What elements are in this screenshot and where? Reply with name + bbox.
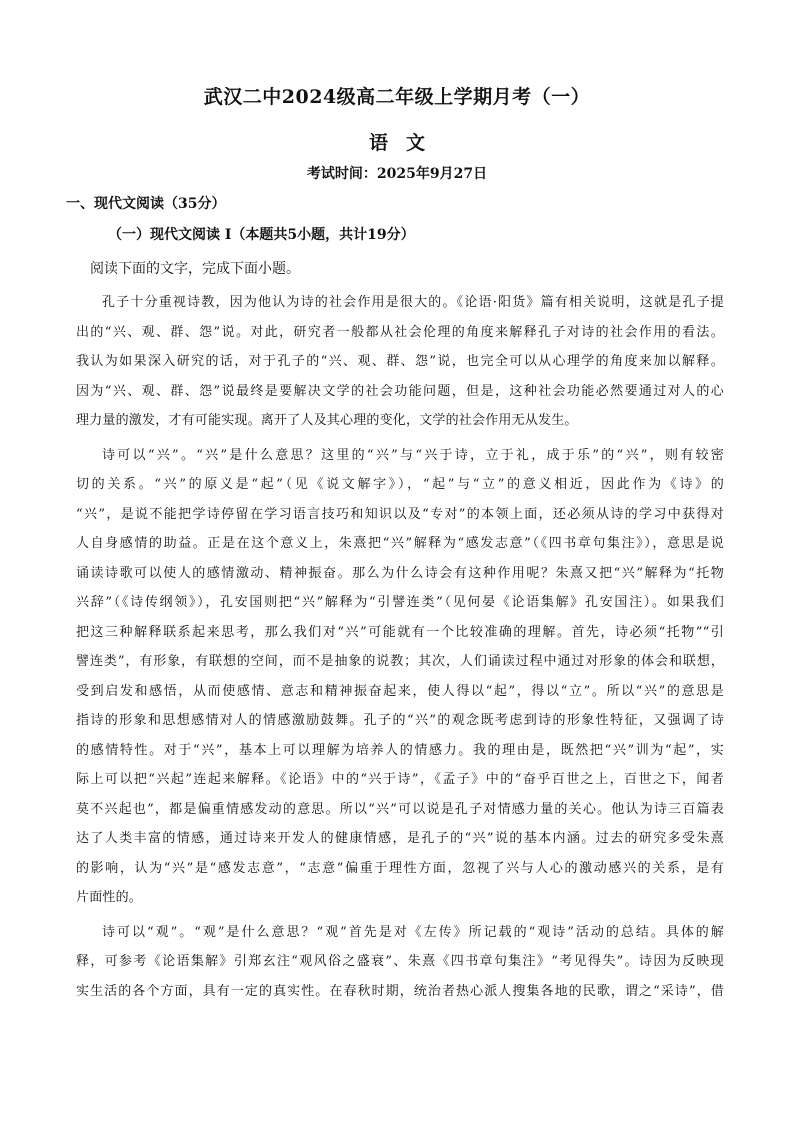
reading-instruction: 阅读下面的文字，完成下面小题。 [90,261,300,277]
passage-line: 我认为如果深入研究的话，对于孔子的“兴、观、群、怨”说，也完全可以从心理学的角度来加以解释。 [76,354,724,369]
subsection-heading: （一）现代文阅读 Ⅰ（本题共5小题，共计19分） [108,227,415,243]
passage-line: 诵读诗歌可以使人的感情激动、精神振奋。那么为什么诗会有这种作用呢？朱熹又把“兴”解释为“托物 [76,565,724,581]
passage-line: 的影响，认为“兴”是“感发志意”，“志意”偏重于理性方面，忽视了兴与人心的激动感兴的关系，是有 [76,860,724,876]
passage-line: 譬连类”，有形象，有联想的空间，而不是抽象的说教；其次，人们诵读过程中通过对形象的体会和联想， [76,654,724,669]
passage-line: 诗可以“观”。“观”是什么意思？“观”首先是对《左传》所记载的“观诗”活动的总结。具体的解 [102,924,724,940]
passage-paragraph [76,288,724,436]
passage-line: 理力量的激发，才有可能实现。离开了人及其心理的变化，文学的社会作用无从发生。 [76,413,578,428]
passage-line: 指诗的形象和思想感情对人的情感激励鼓舞。孔子的“兴”的观念既考虑到诗的形象性特征，又强调了诗 [76,713,724,728]
passage-line: 诗可以“兴”。“兴”是什么意思？这里的“兴”与“兴于诗，立于礼，成于乐”的“兴”，则有较密 [102,447,724,463]
passage-line: 把这三种解释联系起来思考，那么我们对“兴”可能就有一个比较准确的理解。首先，诗必须“托物”“引 [76,624,724,640]
passage-line: 释，可参考《论语集解》引郑玄注“观风俗之盛衰”、朱熹《四书章句集注》“考见得失”。诗因为反映现 [76,954,724,969]
passage-line: 孔子十分重视诗教，因为他认为诗的社会作用是很大的。《论语·阳货》篇有相关说明，这就是孔子提 [102,295,724,310]
subject-title: 语文 [368,132,443,154]
passage-paragraph [76,441,724,913]
passage-line: 切的关系。“兴”的原义是“起”（见《说文解字》），“起”与“立”的意义相近，因此作为《诗》的 [76,477,724,492]
passage-line: 出的“兴、观、群、怨”说。对此，研究者一般都从社会伦理的角度来解释孔子对诗的社会作用的看法。 [76,324,724,340]
passage-body [76,288,724,1011]
passage-line: “兴”，是说不能把学诗停留在学习语言技巧和知识以及“专对”的本领上面，还必须从诗的学习中获得对 [76,506,724,522]
section-heading: 一、现代文阅读（35分） [66,196,226,212]
passage-line: 人自身感情的助益。正是在这个意义上，朱熹把“兴”解释为“感发志意”（《四书章句集注》），意思是说 [76,536,724,551]
passage-line: 兴辞”（《诗传纲领》），孔安国则把“兴”解释为“引譬连类”（见何晏《论语集解》孔安国注）。如果我们 [76,595,724,610]
passage-line: 的感情特性。对于“兴”，基本上可以理解为培养人的情感力。我的理由是，既然把“兴”训为“起”，实 [76,742,724,758]
passage-line: 际上可以把“兴起”连起来解释。《论语》中的“兴于诗”，《孟子》中的“奋乎百世之上，百世之下，闻者 [76,772,724,787]
passage-line: 实生活的各个方面，具有一定的真实性。在春秋时期，统治者热心派人搜集各地的民歌，谓之“采诗”，借 [76,983,724,999]
passage-line: 因为“兴、观、群、怨”说最终是要解决文学的社会功能问题，但是，这种社会功能必然要通过对人的心 [76,383,724,399]
exam-title: 武汉二中2024级高二年级上学期月考（一） [203,86,591,108]
exam-time: 考试时间：2025年9月27日 [306,166,488,182]
passage-line: 片面性的。 [76,890,143,905]
passage-line: 达了人类丰富的情感，通过诗来开发人的健康情感，是孔子的“兴”说的基本内涵。过去的研究多受朱熹 [76,831,724,846]
passage-line: 莫不兴起也”，都是偏重情感发动的意思。所以“兴”可以说是孔子对情感力量的关心。他认为诗三百篇表 [76,801,724,817]
passage-line: 受到启发和感悟，从而使感情、意志和精神振奋起来，使人得以“起”，得以“立”。所以“兴”的意思是 [76,683,724,699]
passage-paragraph [76,918,724,1007]
